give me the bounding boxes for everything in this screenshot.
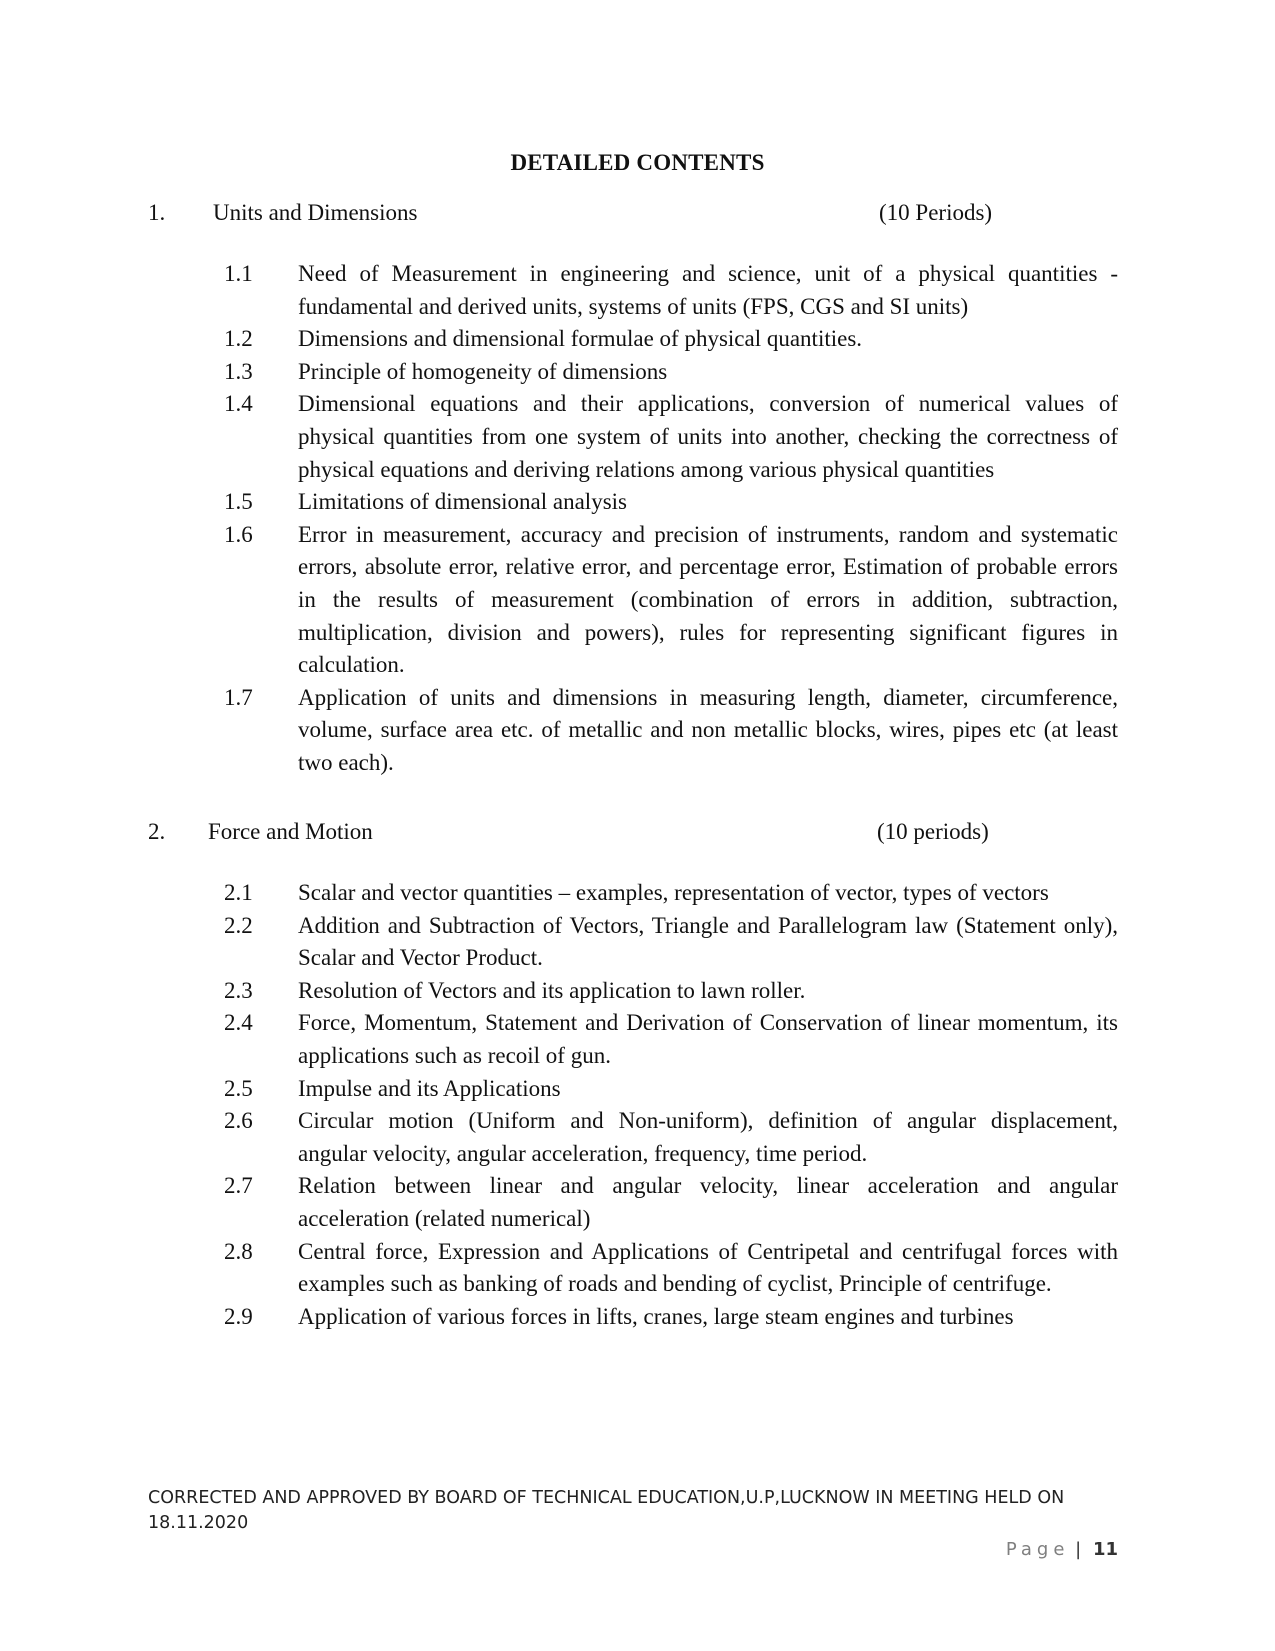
item-number: 2.8 xyxy=(224,1238,253,1264)
item-text: Impulse and its Applications xyxy=(298,1075,561,1101)
list-item xyxy=(0,388,1275,486)
item-text: Dimensional equations and their applications, conversion of numerical values of physical quantities from one system of units into another, checking the correctness of physical equations and deriving relations among various physical quantities xyxy=(298,391,1118,482)
item-number: 2.5 xyxy=(224,1075,253,1101)
item-text: Addition and Subtraction of Vectors, Triangle and Parallelogram law (Statement only), Scalar and Vector Product. xyxy=(298,912,1118,971)
item-text: Limitations of dimensional analysis xyxy=(298,489,627,515)
item-number: 2.9 xyxy=(224,1303,253,1329)
section-periods: (10 Periods) xyxy=(879,200,993,225)
item-number: 2.4 xyxy=(224,1010,253,1036)
section-heading xyxy=(0,200,1275,230)
list-item xyxy=(0,975,1275,1008)
item-number: 1.2 xyxy=(224,326,253,352)
item-number: 1.7 xyxy=(224,684,253,710)
section-title: Force and Motion xyxy=(208,819,373,844)
item-text: Force, Momentum, Statement and Derivation of Conservation of linear momentum, its applications such as recoil of gun. xyxy=(298,1010,1118,1068)
item-text: Principle of homogeneity of dimensions xyxy=(298,358,668,384)
item-text: Circular motion (Uniform and Non-uniform), definition of angular displacement, angular velocity, angular acceleration, frequency, time period. xyxy=(298,1108,1118,1166)
list-item xyxy=(0,356,1275,389)
item-text: Need of Measurement in engineering and science, unit of a physical quantities - fundamental and derived units, systems of units (FPS, CGS and SI units) xyxy=(298,261,1118,319)
list-item xyxy=(0,1073,1275,1106)
item-number: 2.7 xyxy=(224,1173,253,1199)
item-number: 1.1 xyxy=(224,261,253,286)
item-text: Central force, Expression and Applications of Centripetal and centrifugal forces with examples such as banking of roads and bending of cyclist, Principle of centrifuge. xyxy=(298,1238,1118,1297)
item-number: 1.4 xyxy=(224,391,253,417)
item-number: 2.2 xyxy=(224,912,253,938)
list-item xyxy=(0,1105,1275,1170)
list-item xyxy=(0,258,1275,323)
item-number: 2.3 xyxy=(224,977,253,1003)
section-items xyxy=(0,877,1275,1333)
page-title: DETAILED CONTENTS xyxy=(510,150,765,175)
item-text: Relation between linear and angular velocity, linear acceleration and angular acceleration (related numerical) xyxy=(298,1173,1118,1231)
list-item xyxy=(0,910,1275,975)
list-item xyxy=(0,1170,1275,1235)
item-text: Scalar and vector quantities – examples, representation of vector, types of vectors xyxy=(298,880,1049,905)
list-item xyxy=(0,519,1275,682)
section-items xyxy=(0,258,1275,780)
section-number: 2. xyxy=(148,819,166,844)
list-item xyxy=(0,1236,1275,1301)
section-force-and-motion xyxy=(0,819,1275,1333)
section-number: 1. xyxy=(148,200,166,225)
list-item xyxy=(0,877,1275,910)
page-number: 11 xyxy=(1092,1539,1118,1560)
item-text: Application of units and dimensions in measuring length, diameter, circumference, volume, surface area etc. of metallic and non metallic blocks, wires, pipes etc (at least two each). xyxy=(298,684,1118,775)
list-item xyxy=(0,1007,1275,1072)
page-label: Page xyxy=(1005,1539,1070,1560)
item-number: 1.5 xyxy=(224,489,253,515)
list-item xyxy=(0,323,1275,356)
footer-approval-note: CORRECTED AND APPROVED BY BOARD OF TECHNICAL EDUCATION,U.P,LUCKNOW IN MEETING HELD ON 18.11.2020 xyxy=(148,1488,1065,1533)
item-number: 1.6 xyxy=(224,521,253,547)
item-number: 2.6 xyxy=(224,1108,253,1134)
section-heading xyxy=(0,819,1275,849)
item-text: Dimensions and dimensional formulae of physical quantities. xyxy=(298,326,863,352)
item-number: 2.1 xyxy=(224,880,253,905)
item-number: 1.3 xyxy=(224,358,253,384)
list-item xyxy=(0,486,1275,519)
item-text: Application of various forces in lifts, cranes, large steam engines and turbines xyxy=(298,1303,1014,1329)
item-text: Resolution of Vectors and its application to lawn roller. xyxy=(298,977,806,1003)
section-units-and-dimensions xyxy=(0,200,1275,780)
section-periods: (10 periods) xyxy=(877,819,989,844)
section-title: Units and Dimensions xyxy=(213,200,418,225)
page-separator: | xyxy=(1075,1539,1082,1560)
item-text: Error in measurement, accuracy and precision of instruments, random and systematic errors, absolute error, relative error, and percentage error, Estimation of probable errors in the results of measurement (combination of errors in addition, subtraction, multiplication, division and powers), rules for representing significant figures in calculation. xyxy=(298,521,1118,678)
list-item xyxy=(0,1301,1275,1334)
list-item xyxy=(0,682,1275,780)
page-number-indicator xyxy=(1006,1539,1118,1560)
